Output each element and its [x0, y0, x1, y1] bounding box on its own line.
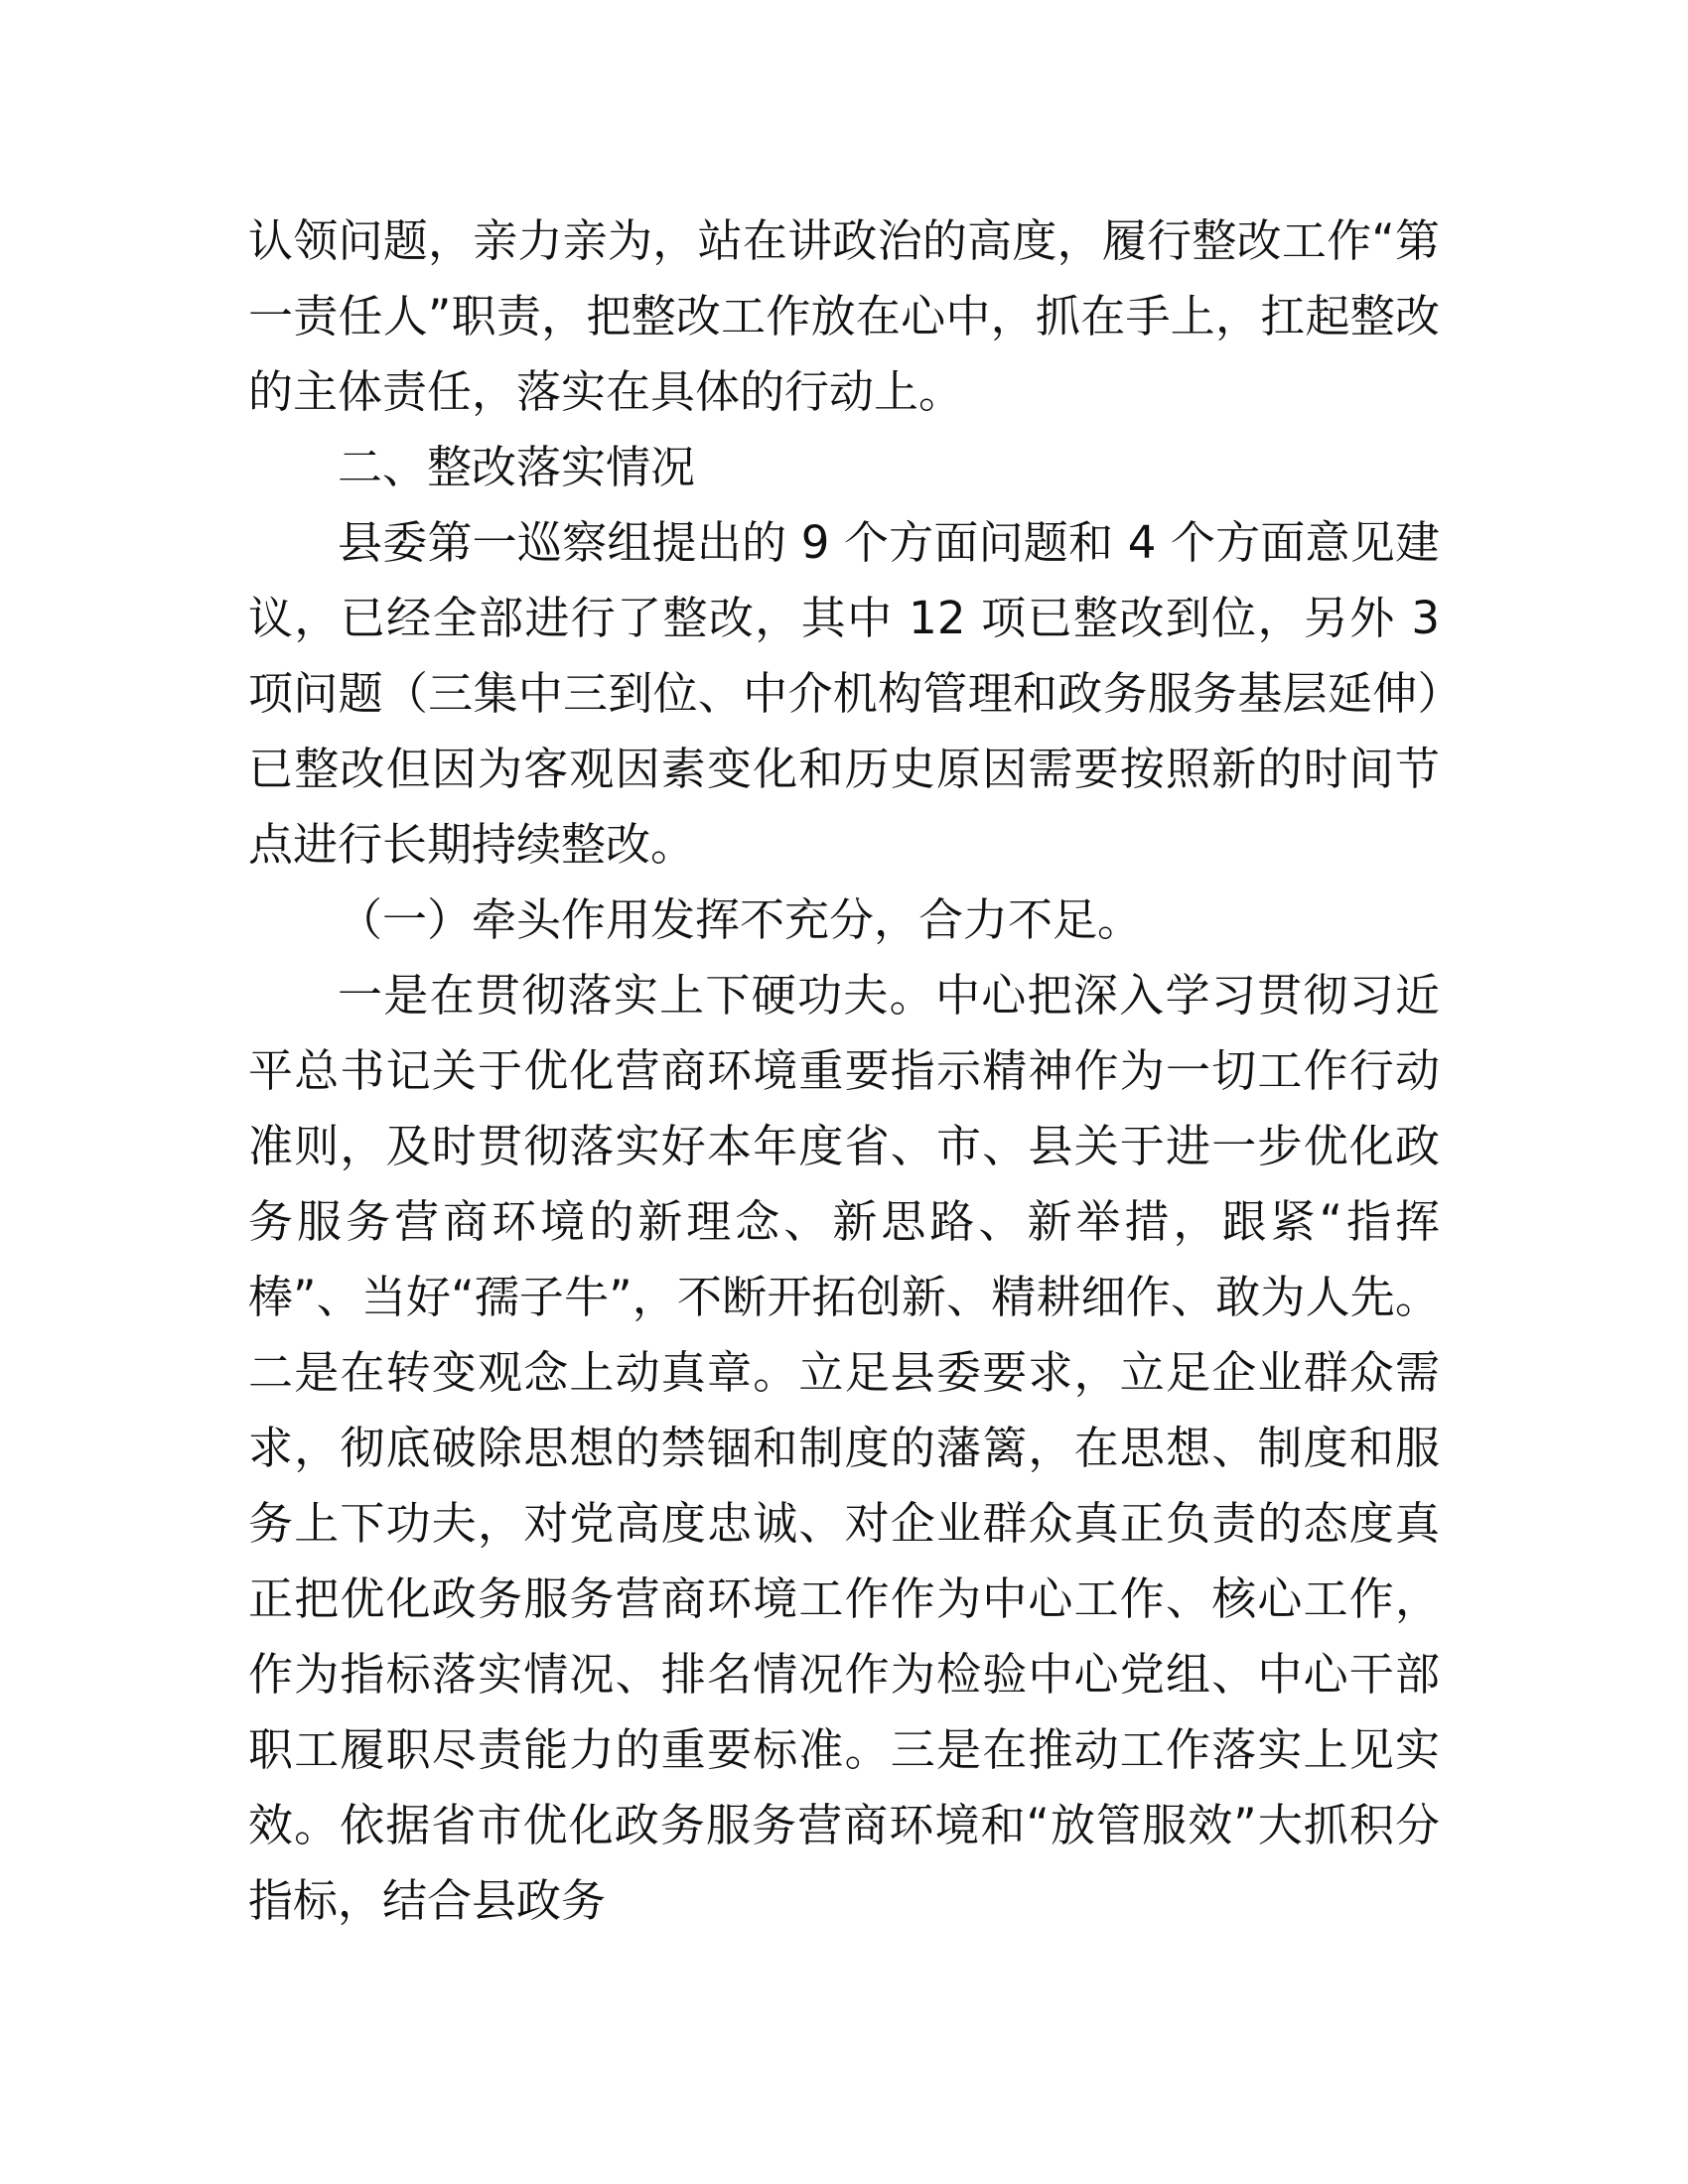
document-page [248, 204, 1440, 1939]
paragraph-measures: 一是在贯彻落实上下硬功夫。中心把深入学习贯彻习近平总书记关于优化营商环境重要指示精神作为一切工作行动准则，及时贯彻落实好本年度省、市、县关于进一步优化政务服务营商环境的新理念、新思路、新举措，跟紧“指挥棒”、当好“孺子牛”，不断开拓创新、精耕细作、敢为人先。二是在转变观念上动真章。立足县委要求，立足企业群众需求，彻底破除思想的禁锢和制度的藩篱，在思想、制度和服务上下功夫，对党高度忠诚、对企业群众真正负责的态度真正把优化政务服务营商环境工作作为中心工作、核心工作，作为指标落实情况、排名情况作为检验中心党组、中心干部职工履职尽责能力的重要标准。三是在推动工作落实上见实效。依据省市优化政务服务营商环境和“放管服效”大抓积分指标，结合县政务 [248, 969, 1440, 1927]
subsection-heading-1: （一）牵头作用发挥不充分，合力不足。 [338, 893, 1143, 946]
paragraph-rectification-summary: 县委第一巡察组提出的 9 个方面问题和 4 个方面意见建议，已经全部进行了整改，其中 12 项已整改到位，另外 3 项问题（三集中三到位、中介机构管理和政务服务基层延伸）已整改但因为客观因素变化和历史原因需要按照新的时间节点进行长期持续整改。 [248, 516, 1440, 871]
paragraph-continuation: 认领问题，亲力亲为，站在讲政治的高度，履行整改工作“第一责任人”职责，把整改工作放在心中，抓在手上，扛起整改的主体责任，落实在具体的行动上。 [248, 214, 1440, 418]
section-heading-2: 二、整改落实情况 [338, 441, 696, 493]
